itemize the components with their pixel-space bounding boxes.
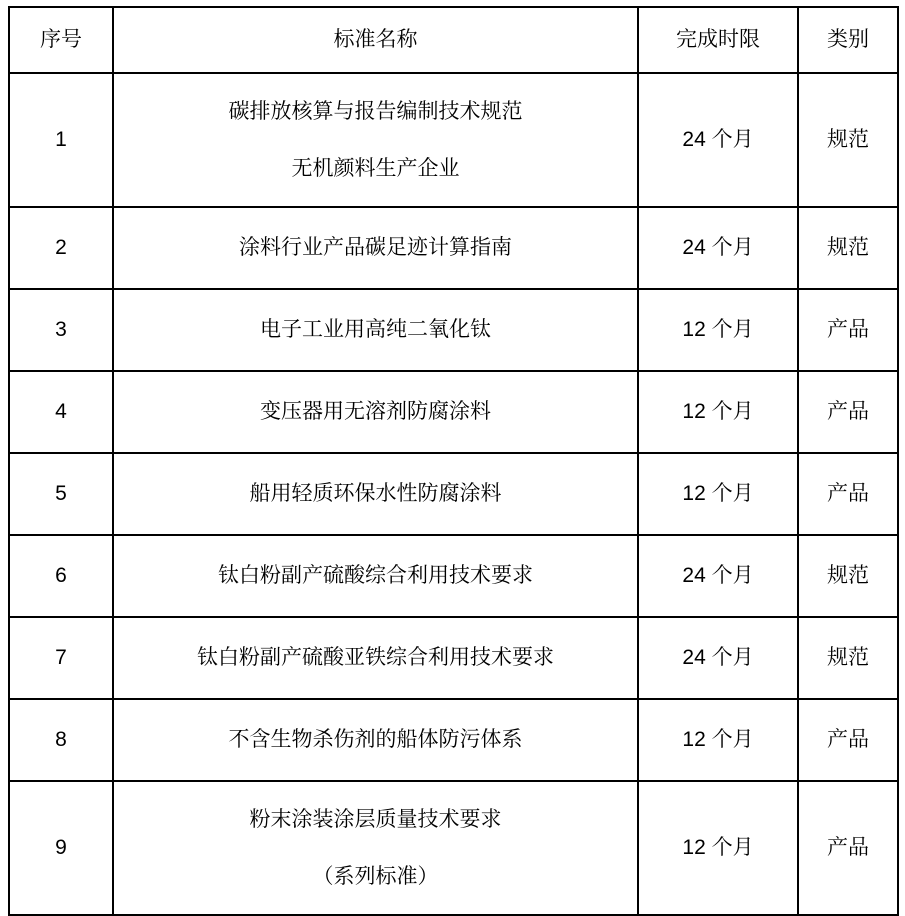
standard-name-line: 电子工业用高纯二氧化钛 — [260, 318, 491, 342]
column-header-category: 类别 — [798, 7, 898, 73]
cell-category: 规范 — [798, 73, 898, 207]
cell-deadline: 12 个月 — [638, 289, 798, 371]
standard-name-line: 钛白粉副产硫酸亚铁综合利用技术要求 — [197, 646, 554, 670]
cell-sequence-number: 9 — [9, 781, 113, 915]
cell-sequence-number: 7 — [9, 617, 113, 699]
standard-name-line: 粉末涂装涂层质量技术要求 — [249, 807, 502, 831]
cell-category: 产品 — [798, 699, 898, 781]
table-row — [9, 73, 898, 207]
standard-name-lines — [118, 560, 633, 592]
standard-name-lines — [118, 314, 633, 346]
column-header-deadline: 完成时限 — [638, 7, 798, 73]
cell-standard-name — [113, 207, 638, 289]
table-row — [9, 781, 898, 915]
cell-deadline: 12 个月 — [638, 453, 798, 535]
standard-name-lines — [118, 478, 633, 510]
standards-table — [8, 6, 899, 916]
cell-category: 规范 — [798, 617, 898, 699]
table-header — [9, 7, 898, 73]
standard-name-lines — [118, 396, 633, 428]
cell-sequence-number: 3 — [9, 289, 113, 371]
standard-name-line: 船用轻质环保水性防腐涂料 — [249, 482, 502, 506]
table-row — [9, 289, 898, 371]
table-row — [9, 535, 898, 617]
cell-category: 产品 — [798, 453, 898, 535]
cell-sequence-number: 5 — [9, 453, 113, 535]
cell-category: 规范 — [798, 207, 898, 289]
standard-name-line: 变压器用无溶剂防腐涂料 — [260, 400, 491, 424]
standard-name-lines — [118, 642, 633, 674]
cell-deadline: 24 个月 — [638, 73, 798, 207]
table-row — [9, 617, 898, 699]
standard-name-lines — [118, 724, 633, 756]
cell-standard-name — [113, 535, 638, 617]
cell-standard-name — [113, 699, 638, 781]
cell-category: 规范 — [798, 535, 898, 617]
table-row — [9, 453, 898, 535]
cell-standard-name — [113, 781, 638, 915]
cell-standard-name — [113, 617, 638, 699]
table-body — [9, 73, 898, 915]
cell-sequence-number: 8 — [9, 699, 113, 781]
cell-standard-name — [113, 453, 638, 535]
standard-name-line: 不含生物杀伤剂的船体防污体系 — [228, 728, 523, 752]
standard-name-lines — [118, 804, 633, 893]
standard-name-line: 钛白粉副产硫酸综合利用技术要求 — [218, 564, 533, 588]
cell-deadline: 12 个月 — [638, 699, 798, 781]
cell-category: 产品 — [798, 289, 898, 371]
standard-name-line: 涂料行业产品碳足迹计算指南 — [239, 236, 512, 260]
table-row — [9, 207, 898, 289]
cell-standard-name — [113, 371, 638, 453]
table-header-row — [9, 7, 898, 73]
cell-sequence-number: 6 — [9, 535, 113, 617]
cell-sequence-number: 1 — [9, 73, 113, 207]
column-header-no: 序号 — [9, 7, 113, 73]
cell-deadline: 24 个月 — [638, 535, 798, 617]
standard-name-line: 碳排放核算与报告编制技术规范 — [228, 99, 523, 123]
standard-name-line: 无机颜料生产企业 — [291, 157, 460, 180]
cell-category: 产品 — [798, 781, 898, 915]
standard-name-line: （系列标准） — [312, 865, 439, 888]
table-row — [9, 699, 898, 781]
cell-category: 产品 — [798, 371, 898, 453]
cell-sequence-number: 2 — [9, 207, 113, 289]
cell-sequence-number: 4 — [9, 371, 113, 453]
cell-deadline: 12 个月 — [638, 371, 798, 453]
cell-standard-name — [113, 73, 638, 207]
cell-deadline: 24 个月 — [638, 617, 798, 699]
cell-deadline: 12 个月 — [638, 781, 798, 915]
cell-deadline: 24 个月 — [638, 207, 798, 289]
standard-name-lines — [118, 232, 633, 264]
table-row — [9, 371, 898, 453]
standard-name-lines — [118, 96, 633, 185]
column-header-name: 标准名称 — [113, 7, 638, 73]
cell-standard-name — [113, 289, 638, 371]
